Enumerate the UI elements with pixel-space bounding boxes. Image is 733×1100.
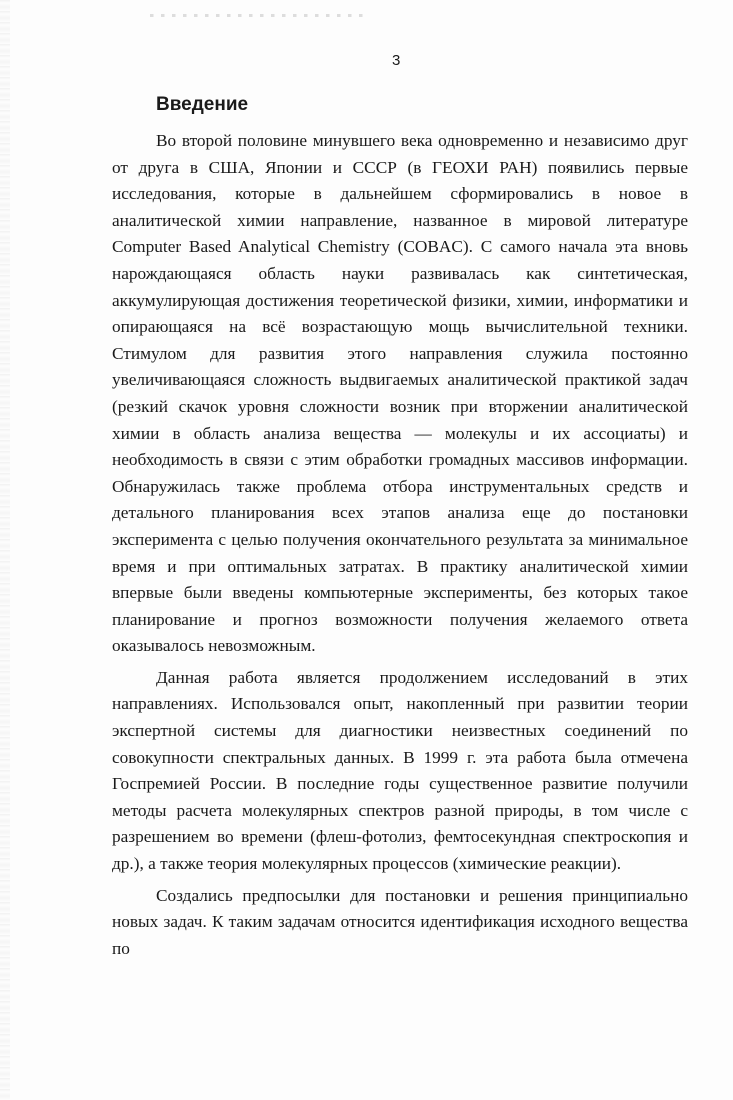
scan-top-noise — [150, 14, 370, 17]
body-text — [112, 128, 688, 967]
section-title: Введение — [156, 94, 249, 115]
paragraph-3: Создались предпосылки для постановки и решения принципиально новых задач. К таким задачам относится идентификация исходного вещества по — [112, 885, 688, 958]
page-number: 3 — [392, 52, 401, 69]
paragraph-1: Во второй половине минувшего века одновременно и независимо друг от друга в США, Японии и СССР (в ГЕОХИ РАН) появились первые исследования, которые в дальнейшем сформировались в новое в аналитической химии направление, названное в мировой литературе Computer Based Analytical Chemistry (COBAC). С самого начала эта вновь нарождающаяся область науки развивалась как синтетическая, аккумулирующая достижения теоретической физики, химии, информатики и опирающаяся на всё возрастающую мощь вычислительной техники. Стимулом для развития этого направления служила постоянно увеличивающаяся сложность выдвигаемых аналитической практикой задач (резкий скачок уровня сложности возник при вторжении аналитической химии в область анализа вещества — молекулы и их ассоциаты) и необходимость в связи с этим обработки громадных массивов информации. Обнаружилась также проблема отбора инструментальных средств и детального планирования всех этапов анализа еще до постановки эксперимента с целью получения окончательного результата за минимальное время и при оптимальных затратах. В практику аналитической химии впервые были введены компьютерные эксперименты, без которых такое планирование и прогноз возможности получения желаемого ответа оказывалось невозможным. — [112, 131, 688, 656]
paragraph-2: Данная работа является продолжением исследований в этих направлениях. Использовался опыт, накопленный при развитии теории экспертной системы для диагностики неизвестных соединений по совокупности спектральных данных. В 1999 г. эта работа была отмечена Госпремией России. В последние годы существенное развитие получили методы расчета молекулярных спектров разной природы, в том числе с разрешением во времени (флеш-фотолиз, фемтосекундная спектроскопия и др.), а также теория молекулярных процессов (химические реакции). — [112, 667, 688, 874]
scan-edge-noise — [0, 0, 10, 1100]
